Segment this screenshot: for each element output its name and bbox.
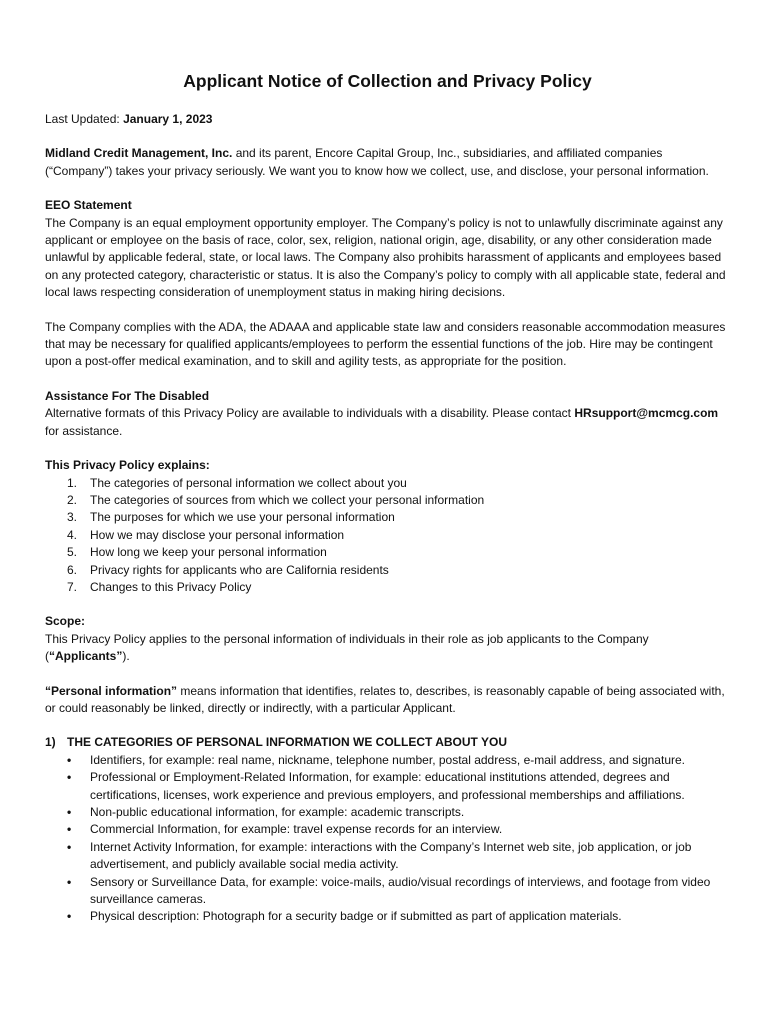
list-item	[45, 492, 730, 509]
eeo-paragraph-2: The Company complies with the ADA, the ADAAA and applicable state law and considers reasonable accommodation measures that may be necessary for qualified applicants/employees to perform the essential functions of the job. Hire may be contingent upon a post-offer medical examination, and to skill and agility tests, as appropriate for the position.	[45, 319, 726, 369]
definition-text: means information that identifies, relates to, describes, is reasonably capable of being associated with, or could reasonably be linked, directly or indirectly, with a particular Applicant.	[45, 683, 725, 715]
list-item	[45, 509, 730, 526]
list-item-text: Privacy rights for applicants who are California residents	[90, 562, 389, 577]
eeo-section	[45, 197, 730, 301]
list-item-text: The categories of personal information we collect about you	[90, 475, 407, 490]
categories-list	[45, 752, 730, 926]
list-item-text: Changes to this Privacy Policy	[90, 579, 252, 594]
eeo-paragraph-1: The Company is an equal employment opportunity employer. The Company’s policy is not to unlawfully discriminate against any applicant or employee on the basis of race, color, sex, religion, national origin, age, disability, or any other consideration made unlawful by applicable federal, state, or local laws. The Company also prohibits harassment of applicants and employees based on any protected category, characteristic or status. It is also the Company’s policy to comply with all applicable state, federal and local laws respecting consideration of unemployment status in making hiring decisions.	[45, 215, 726, 300]
section-1-title: THE CATEGORIES OF PERSONAL INFORMATION WE COLLECT ABOUT YOU	[67, 735, 508, 750]
last-updated	[45, 111, 730, 128]
personal-information-term: “Personal information”	[45, 683, 178, 698]
list-item	[45, 562, 730, 579]
hr-support-email-link[interactable]: HRsupport@mcmcg.com	[574, 406, 719, 421]
assistance-text: Alternative formats of this Privacy Policy are available to individuals with a disability. Please contact	[45, 406, 575, 421]
list-item	[45, 874, 730, 909]
section-1-number: 1)	[45, 735, 56, 750]
list-item-number: 7.	[67, 579, 78, 594]
list-item	[45, 579, 730, 596]
scope-section	[45, 613, 730, 665]
list-item-text: Professional or Employment-Related Information, for example: educational institutions attended, degrees and certifications, licenses, work experience and previous employers, and professional memberships and affiliations.	[90, 770, 685, 802]
list-item	[45, 821, 730, 838]
scope-text-end: ).	[122, 649, 130, 664]
list-item-text: Non-public educational information, for example: academic transcripts.	[90, 805, 465, 819]
list-item	[45, 752, 730, 769]
list-item-number: 5.	[67, 545, 78, 560]
bullet-icon: •	[67, 770, 72, 785]
list-item	[45, 839, 730, 874]
list-item	[45, 527, 730, 544]
list-item	[45, 769, 730, 804]
list-item	[45, 475, 730, 492]
list-item-number: 3.	[67, 510, 78, 525]
explains-list	[45, 475, 730, 597]
list-item-number: 4.	[67, 527, 78, 542]
bullet-icon: •	[67, 752, 72, 767]
list-item-text: The categories of sources from which we collect your personal information	[90, 492, 485, 507]
bullet-icon: •	[67, 805, 72, 819]
section-1	[45, 734, 730, 925]
bullet-icon: •	[67, 822, 72, 837]
last-updated-date: January 1, 2023	[123, 112, 213, 126]
list-item	[45, 908, 730, 925]
company-name: Midland Credit Management, Inc.	[45, 146, 233, 161]
list-item-text: Physical description: Photograph for a security badge or if submitted as part of application materials.	[90, 909, 622, 924]
intro-paragraph	[45, 145, 730, 180]
eeo-heading: EEO Statement	[45, 198, 132, 213]
scope-heading: Scope:	[45, 614, 86, 629]
bullet-icon: •	[67, 874, 72, 889]
scope-text: This Privacy Policy applies to the personal information of individuals in their role as job applicants to the Company (	[45, 631, 649, 664]
list-item-text: The purposes for which we use your personal information	[90, 510, 395, 525]
list-item-text: How we may disclose your personal information	[90, 527, 345, 542]
list-item-text: Commercial Information, for example: travel expense records for an interview.	[90, 822, 503, 837]
list-item	[45, 544, 730, 561]
document-title: Applicant Notice of Collection and Privacy Policy	[183, 71, 592, 91]
assistance-section	[45, 388, 730, 440]
list-item-text: Identifiers, for example: real name, nickname, telephone number, postal address, e-mail address, and signature.	[90, 752, 685, 767]
bullet-icon: •	[67, 909, 72, 924]
definition-paragraph	[45, 683, 730, 718]
intro-text: and its parent, Encore Capital Group, Inc., subsidiaries, and affiliated companies (“Company”) takes your privacy seriously. We want you to know how we collect, use, and disclose, your personal information.	[45, 146, 709, 178]
list-item-number: 6.	[67, 562, 78, 577]
list-item-number: 1.	[67, 475, 78, 490]
explains-section	[45, 457, 730, 596]
list-item-text: Internet Activity Information, for example: interactions with the Company’s Internet web site, job application, or job advertisement, and publicly available social media activity.	[90, 839, 692, 872]
explains-heading: This Privacy Policy explains:	[45, 458, 210, 473]
last-updated-label: Last Updated:	[45, 112, 124, 126]
section-1-heading	[45, 734, 730, 751]
document-page	[45, 70, 730, 926]
list-item-text: How long we keep your personal information	[90, 545, 327, 560]
list-item	[45, 804, 730, 821]
assistance-heading: Assistance For The Disabled	[45, 388, 210, 403]
assistance-text-end: for assistance.	[45, 423, 123, 438]
applicants-term: “Applicants”	[49, 649, 123, 664]
bullet-icon: •	[67, 839, 72, 854]
list-item-text: Sensory or Surveillance Data, for example: voice-mails, audio/visual recordings of interviews, and footage from video surveillance cameras.	[90, 874, 711, 907]
list-item-number: 2.	[67, 492, 78, 507]
